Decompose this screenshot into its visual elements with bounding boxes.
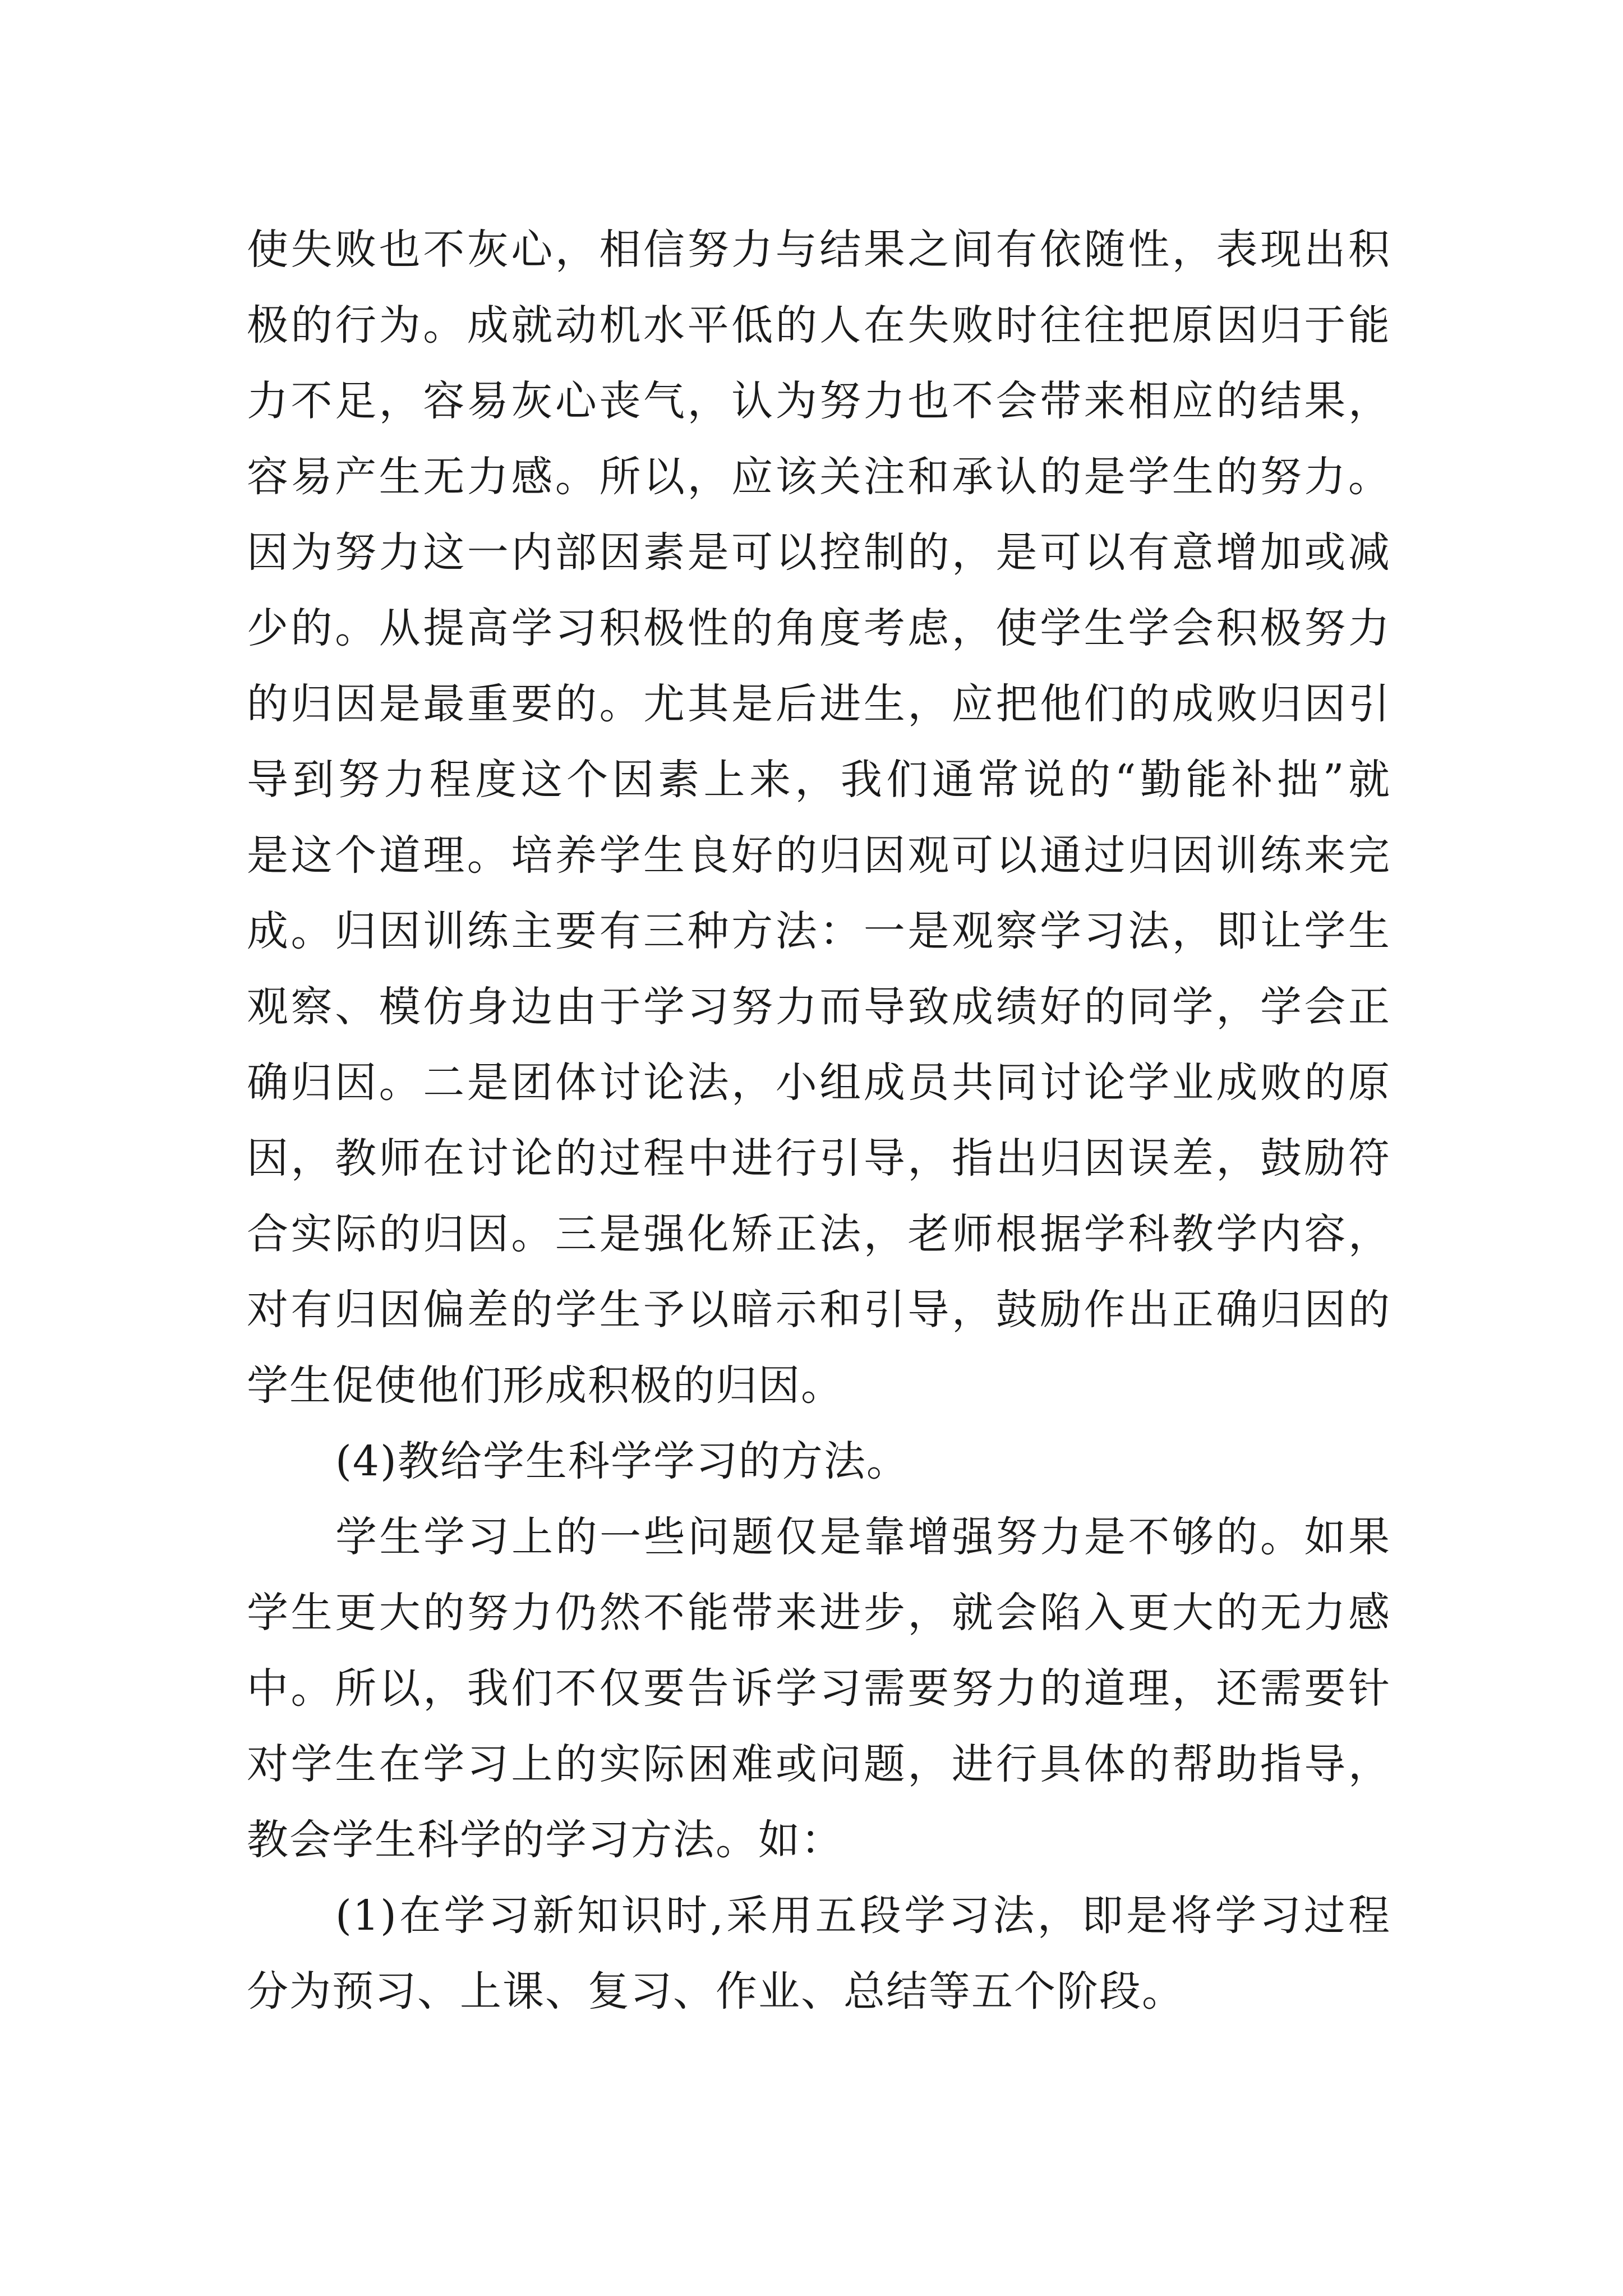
text-line: 极的行为。成就动机水平低的人在失败时往往把原因归于能	[247, 301, 1391, 349]
text-line: 成。归因训练主要有三种方法：一是观察学习法，即让学生	[247, 907, 1391, 955]
text-line: (4)教给学生科学学习的方法。	[335, 1437, 909, 1485]
text-line: 对学生在学习上的实际困难或问题，进行具体的帮助指导，	[247, 1740, 1391, 1788]
text-line: 导到努力程度这个因素上来，我们通常说的“勤能补拙”就	[247, 756, 1391, 804]
text-line: 少的。从提高学习积极性的角度考虑，使学生学会积极努力	[247, 604, 1391, 652]
text-line: 力不足，容易灰心丧气，认为努力也不会带来相应的结果，	[247, 377, 1391, 425]
text-line: 的归因是最重要的。尤其是后进生，应把他们的成败归因引	[247, 680, 1391, 728]
text-line: 容易产生无力感。所以，应该关注和承认的是学生的努力。	[247, 453, 1391, 501]
text-line: 合实际的归因。三是强化矫正法，老师根据学科教学内容，	[247, 1210, 1391, 1258]
text-line: 是这个道理。培养学生良好的归因观可以通过归因训练来完	[247, 831, 1391, 880]
body-text	[247, 212, 1391, 2030]
text-line: 学生学习上的一些问题仅是靠增强努力是不够的。如果	[335, 1513, 1391, 1561]
text-line: 因，教师在讨论的过程中进行引导，指出归因误差，鼓励符	[247, 1134, 1391, 1182]
text-line: (1)在学习新知识时,采用五段学习法，即是将学习过程	[335, 1892, 1391, 1940]
text-line: 对有归因偏差的学生予以暗示和引导，鼓励作出正确归因的	[247, 1286, 1391, 1334]
text-line: 分为预习、上课、复习、作业、总结等五个阶段。	[247, 1967, 1184, 2016]
text-line: 中。所以，我们不仅要告诉学习需要努力的道理，还需要针	[247, 1664, 1391, 1713]
text-line: 确归因。二是团体讨论法，小组成员共同讨论学业成败的原	[247, 1059, 1391, 1107]
text-line: 学生更大的努力仍然不能带来进步，就会陷入更大的无力感	[247, 1589, 1391, 1637]
text-line: 使失败也不灰心，相信努力与结果之间有依随性，表现出积	[247, 226, 1391, 274]
text-line: 教会学生科学的学习方法。如：	[247, 1816, 843, 1864]
text-line: 观察、模仿身边由于学习努力而导致成绩好的同学，学会正	[247, 983, 1391, 1031]
text-line: 学生促使他们形成积极的归因。	[247, 1361, 843, 1410]
text-line: 因为努力这一内部因素是可以控制的，是可以有意增加或减	[247, 528, 1391, 577]
